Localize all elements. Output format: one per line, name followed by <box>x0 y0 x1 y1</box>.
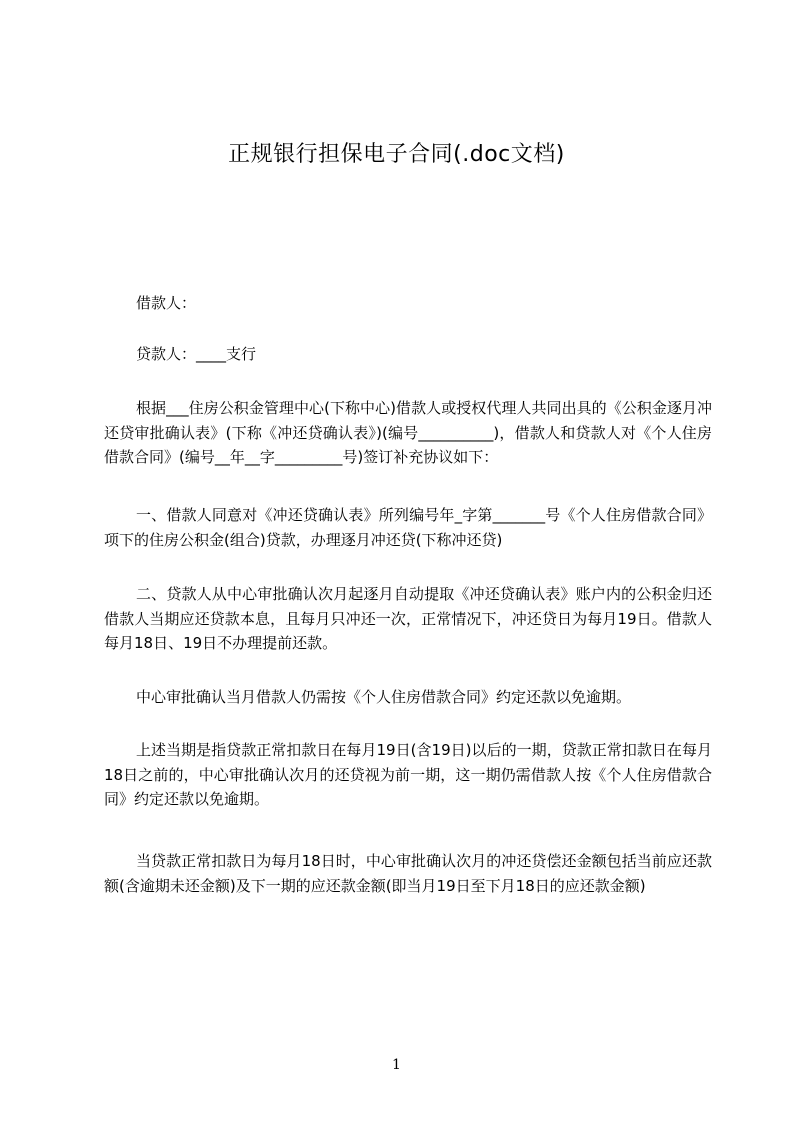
center-approval-paragraph: 中心审批确认当月借款人仍需按《个人住房借款合同》约定还款以免逾期。 <box>136 688 632 706</box>
page-number: 1 <box>392 1057 401 1073</box>
lender-line: 贷款人：____支行 <box>136 345 257 363</box>
borrower-line: 借款人： <box>136 294 197 312</box>
deduction-day-paragraph: 当贷款正常扣款日为每月18日时，中心审批确认次月的冲还贷偿还金额包括当前应还款额(含逾期未还金额)及下一期的应还款金额(即当月19日至下月18日的应还款金额) <box>104 852 712 895</box>
current-period-paragraph: 上述当期是指贷款正常扣款日在每月19日(含19日)以后的一期，贷款正常扣款日在每月18日之前的，中心审批确认次月的还贷视为前一期，这一期仍需借款人按《个人住房借款合同》约定还款以免逾期。 <box>104 741 712 808</box>
clause-two-paragraph: 二、贷款人从中心审批确认次月起逐月自动提取《冲还贷确认表》账户内的公积金归还借款人当期应还贷款本息，且每月只冲还一次，正常情况下，冲还贷日为每月19日。借款人每月18日、19日不办理提前还款。 <box>104 585 712 652</box>
intro-paragraph: 根据___住房公积金管理中心(下称中心)借款人或授权代理人共同出具的《公积金逐月冲还贷审批确认表》(下称《冲还贷确认表》)(编号__________)，借款人和贷款人对《个人住房借款合同》(编号__年__字_________号)签订补充协议如下： <box>104 399 712 466</box>
document-title: 正规银行担保电子合同(.doc文档) <box>228 142 565 167</box>
clause-one-paragraph: 一、借款人同意对《冲还贷确认表》所列编号年_字第_______号《个人住房借款合同》项下的住房公积金(组合)贷款，办理逐月冲还贷(下称冲还贷) <box>104 506 712 549</box>
